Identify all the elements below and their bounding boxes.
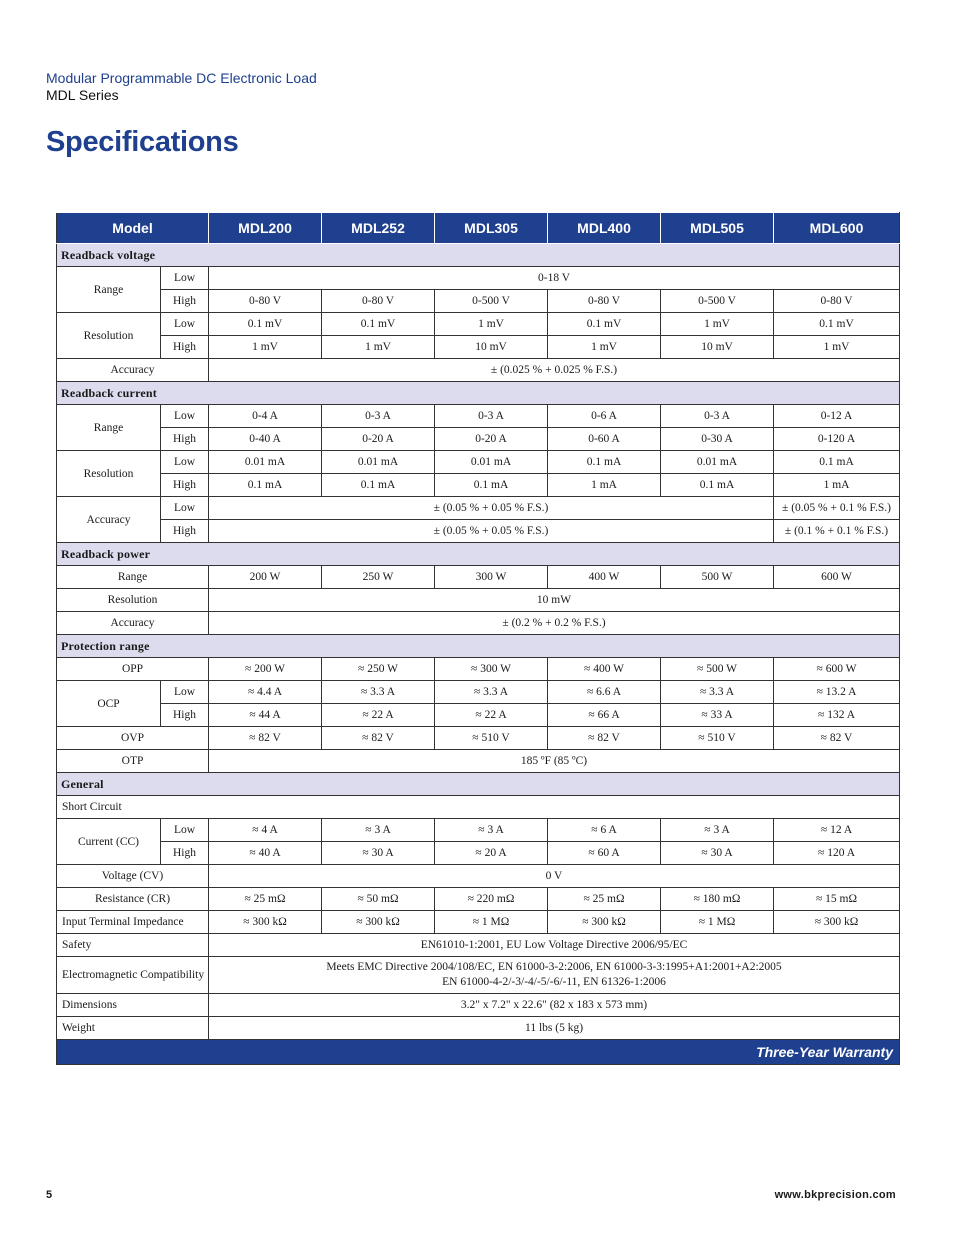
sub-label: High [161,704,209,727]
table-row [57,704,900,727]
table-cell: ± (0.2 % + 0.2 % F.S.) [209,612,900,635]
table-cell: ≈ 50 mΩ [322,888,435,911]
table-cell: 0-500 V [661,290,774,313]
section-protection-range: Protection range [57,635,900,658]
table-row [57,1017,900,1040]
table-cell: ≈ 200 W [209,658,322,681]
section-readback-current: Readback current [57,382,900,405]
table-cell: 0-3 A [322,405,435,428]
table-cell: ≈ 22 A [322,704,435,727]
sub-label: Low [161,681,209,704]
section-row [57,382,900,405]
table-row [57,727,900,750]
table-cell: 0-60 A [548,428,661,451]
table-row [57,566,900,589]
table-row [57,313,900,336]
table-cell: 185 ºF (85 ºC) [209,750,900,773]
table-cell: ≈ 3 A [435,819,548,842]
footer-row [57,1040,900,1065]
column-header-mdl600: MDL600 [774,213,900,244]
row-label: Input Terminal Impedance [57,911,209,934]
row-label: Short Circuit [57,796,900,819]
sub-label: High [161,290,209,313]
column-header-model: Model [57,213,209,244]
website-link[interactable]: www.bkprecision.com [774,1189,896,1201]
table-row [57,888,900,911]
row-label: Safety [57,934,209,957]
table-cell: ± (0.05 % + 0.1 % F.S.) [774,497,900,520]
row-label: OVP [57,727,209,750]
sub-label: High [161,336,209,359]
table-row [57,612,900,635]
table-cell: ≈ 20 A [435,842,548,865]
table-cell: 0-3 A [661,405,774,428]
table-row [57,658,900,681]
table-cell: 0.1 mV [774,313,900,336]
table-cell: ≈ 40 A [209,842,322,865]
table-cell: ≈ 82 V [774,727,900,750]
table-cell: 0.1 mA [435,474,548,497]
table-cell: ≈ 510 V [661,727,774,750]
column-header-mdl400: MDL400 [548,213,661,244]
table-cell: 0-12 A [774,405,900,428]
section-row [57,773,900,796]
table-cell: ≈ 6.6 A [548,681,661,704]
table-cell: ≈ 30 A [661,842,774,865]
row-label: OPP [57,658,209,681]
table-cell: ≈ 250 W [322,658,435,681]
row-label: Weight [57,1017,209,1040]
table-cell: ≈ 82 V [322,727,435,750]
table-cell: 0.1 mA [548,451,661,474]
table-row [57,290,900,313]
table-cell: 0-80 V [322,290,435,313]
table-cell: 250 W [322,566,435,589]
table-cell: ≈ 500 W [661,658,774,681]
row-label: OCP [57,681,161,727]
table-row [57,474,900,497]
table-cell: 0-80 V [548,290,661,313]
row-label: Resolution [57,313,161,359]
table-row [57,267,900,290]
table-row [57,405,900,428]
row-label: Resolution [57,589,209,612]
table-cell: ≈ 300 kΩ [774,911,900,934]
table-cell: 0.1 mV [548,313,661,336]
sub-label: Low [161,819,209,842]
table-cell: ± (0.05 % + 0.05 % F.S.) [209,497,774,520]
table-cell: 0-20 A [435,428,548,451]
table-cell: 1 mA [774,474,900,497]
table-cell: ≈ 600 W [774,658,900,681]
table-cell: 1 mV [209,336,322,359]
sub-label: High [161,520,209,543]
table-row [57,520,900,543]
table-cell: ≈ 44 A [209,704,322,727]
row-label: Voltage (CV) [57,865,209,888]
table-cell: ≈ 66 A [548,704,661,727]
table-cell: ± (0.05 % + 0.05 % F.S.) [209,520,774,543]
table-row [57,842,900,865]
emc-line: EN 61000-4-2/-3/-4/-5/-6/-11, EN 61326-1:2006 [442,976,666,988]
table-cell: 10 mW [209,589,900,612]
row-label: Accuracy [57,497,161,543]
sub-label: Low [161,497,209,520]
sub-label: High [161,428,209,451]
table-cell: ± (0.025 % + 0.025 % F.S.) [209,359,900,382]
table-cell: ≈ 1 MΩ [435,911,548,934]
table-cell: ≈ 400 W [548,658,661,681]
column-header-mdl200: MDL200 [209,213,322,244]
table-cell: ≈ 4 A [209,819,322,842]
row-label: Range [57,405,161,451]
table-cell: 0-6 A [548,405,661,428]
table-cell: 0-4 A [209,405,322,428]
table-cell: 0.1 mA [322,474,435,497]
table-cell: 10 mV [435,336,548,359]
row-label: Accuracy [57,359,209,382]
column-header-mdl505: MDL505 [661,213,774,244]
table-cell: 0-500 V [435,290,548,313]
table-cell: 0-40 A [209,428,322,451]
table-cell: 0.01 mA [435,451,548,474]
sub-label: Low [161,405,209,428]
table-cell: 500 W [661,566,774,589]
table-cell: ± (0.1 % + 0.1 % F.S.) [774,520,900,543]
table-cell: ≈ 6 A [548,819,661,842]
product-series: MDL Series [46,87,119,103]
table-cell: ≈ 25 mΩ [548,888,661,911]
table-row [57,994,900,1017]
emc-line: Meets EMC Directive 2004/108/EC, EN 61000-3-2:2006, EN 61000-3-3:1995+A1:2001+A2:2005 [326,961,782,973]
table-cell: ≈ 3 A [661,819,774,842]
table-cell: 11 lbs (5 kg) [209,1017,900,1040]
table-cell: 0.1 mA [209,474,322,497]
table-cell: 600 W [774,566,900,589]
table-cell: ≈ 3.3 A [435,681,548,704]
table-cell: ≈ 22 A [435,704,548,727]
table-cell: 1 mV [774,336,900,359]
table-cell: ≈ 3.3 A [322,681,435,704]
table-row [57,934,900,957]
table-cell: ≈ 12 A [774,819,900,842]
table-row [57,359,900,382]
table-cell: 10 mV [661,336,774,359]
table-cell: ≈ 15 mΩ [774,888,900,911]
table-cell: 0.1 mV [322,313,435,336]
table-cell: 0.1 mV [209,313,322,336]
sub-label: Low [161,267,209,290]
row-label: Electromagnetic Compatibility [57,957,209,994]
product-subtitle: Modular Programmable DC Electronic Load [46,70,317,86]
table-row [57,451,900,474]
table-cell: ≈ 510 V [435,727,548,750]
table-cell: 0-20 A [322,428,435,451]
table-cell: 1 mV [548,336,661,359]
row-label: Dimensions [57,994,209,1017]
table-cell: ≈ 120 A [774,842,900,865]
table-cell: ≈ 13.2 A [774,681,900,704]
section-row [57,635,900,658]
row-label: OTP [57,750,209,773]
table-row [57,796,900,819]
table-cell: 0.01 mA [209,451,322,474]
table-row [57,819,900,842]
document-header [46,70,317,104]
table-cell: 0-3 A [435,405,548,428]
column-header-mdl305: MDL305 [435,213,548,244]
row-label: Accuracy [57,612,209,635]
section-row [57,244,900,267]
table-cell: 200 W [209,566,322,589]
row-label: Range [57,267,161,313]
row-label: Resistance (CR) [57,888,209,911]
sub-label: High [161,474,209,497]
row-label: Resolution [57,451,161,497]
table-cell: ≈ 300 W [435,658,548,681]
table-cell: 3.2" x 7.2" x 22.6" (82 x 183 x 573 mm) [209,994,900,1017]
table-cell: 0-80 V [774,290,900,313]
warranty-banner: Three-Year Warranty [57,1040,900,1065]
page-number: 5 [46,1189,53,1201]
page-title: Specifications [46,126,239,158]
header-row [57,213,900,244]
row-label: Range [57,566,209,589]
sub-label: High [161,842,209,865]
table-cell: ≈ 300 kΩ [322,911,435,934]
table-row [57,911,900,934]
table-row [57,497,900,520]
column-header-mdl252: MDL252 [322,213,435,244]
table-cell: ≈ 82 V [209,727,322,750]
section-readback-voltage: Readback voltage [57,244,900,267]
row-label: Current (CC) [57,819,161,865]
table-cell: 0.1 mA [774,451,900,474]
table-cell: ≈ 3 A [322,819,435,842]
table-cell: 1 mV [661,313,774,336]
table-cell: 0.01 mA [322,451,435,474]
table-cell: 0-30 A [661,428,774,451]
emc-cell [209,957,900,994]
table-cell: 0 V [209,865,900,888]
table-row [57,750,900,773]
table-cell: 0-18 V [209,267,900,290]
table-cell: EN61010-1:2001, EU Low Voltage Directive 2006/95/EC [209,934,900,957]
table-cell: 0.01 mA [661,451,774,474]
table-row [57,336,900,359]
table-cell: ≈ 220 mΩ [435,888,548,911]
table-cell: ≈ 180 mΩ [661,888,774,911]
table-cell: 400 W [548,566,661,589]
section-row [57,543,900,566]
table-cell: 0-120 A [774,428,900,451]
table-cell: 300 W [435,566,548,589]
sub-label: Low [161,313,209,336]
table-cell: 0-80 V [209,290,322,313]
table-cell: ≈ 4.4 A [209,681,322,704]
table-cell: 1 mA [548,474,661,497]
table-row [57,865,900,888]
table-row [57,957,900,994]
table-cell: 0.1 mA [661,474,774,497]
table-cell: ≈ 300 kΩ [548,911,661,934]
table-cell: 1 mV [435,313,548,336]
table-cell: ≈ 30 A [322,842,435,865]
table-cell: ≈ 33 A [661,704,774,727]
table-cell: ≈ 300 kΩ [209,911,322,934]
table-row [57,428,900,451]
table-cell: 1 mV [322,336,435,359]
table-cell: ≈ 25 mΩ [209,888,322,911]
table-cell: ≈ 60 A [548,842,661,865]
table-row [57,681,900,704]
section-general: General [57,773,900,796]
table-cell: ≈ 1 MΩ [661,911,774,934]
table-cell: ≈ 132 A [774,704,900,727]
section-readback-power: Readback power [57,543,900,566]
table-row [57,589,900,612]
sub-label: Low [161,451,209,474]
specifications-table [56,212,900,1065]
table-cell: ≈ 82 V [548,727,661,750]
table-cell: ≈ 3.3 A [661,681,774,704]
